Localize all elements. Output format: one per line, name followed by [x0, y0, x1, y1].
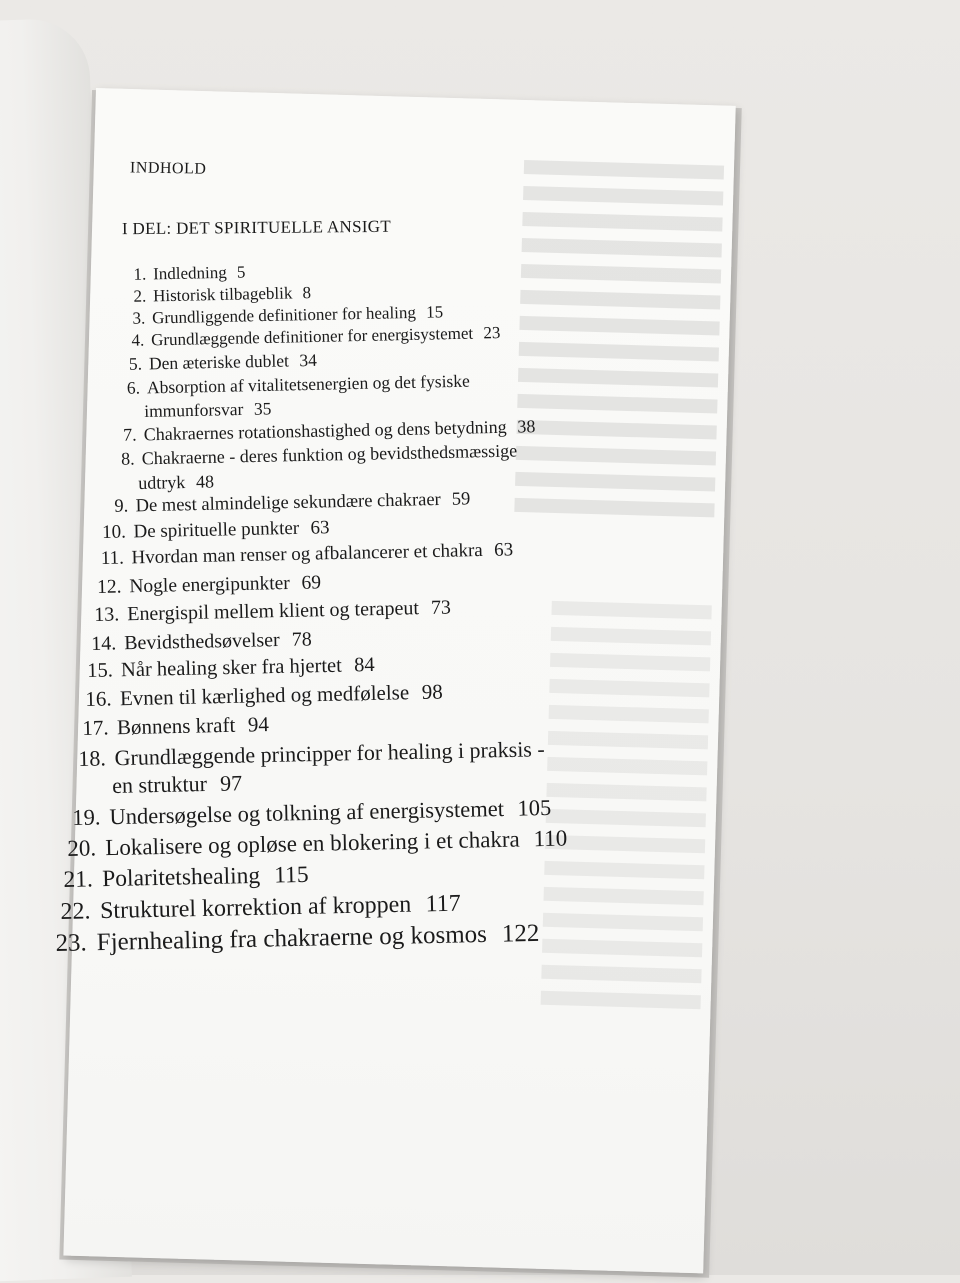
- toc-entry-number: 10.: [102, 521, 127, 543]
- toc-entry: [62, 862, 309, 894]
- toc-entry-title: Strukturel korrektion af kroppen: [99, 891, 412, 925]
- toc-entry-title: Fjernhealing fra chakraerne og kosmos: [95, 920, 487, 957]
- toc-entry-number: 19.: [71, 804, 101, 830]
- show-through-text-lower: [538, 601, 712, 1105]
- toc-entry-page: 38: [516, 416, 536, 437]
- toc-entry-number: 12.: [96, 576, 122, 598]
- part-title: I DEL: DET SPIRITUELLE ANSIGT: [121, 216, 392, 239]
- toc-entry-number: 11.: [100, 547, 125, 569]
- toc-entry-title: De spirituelle punkter: [133, 517, 300, 543]
- toc-entry-page: 84: [354, 653, 376, 677]
- toc-entry-number: 23.: [54, 929, 87, 957]
- toc-entry-page: 115: [274, 861, 310, 889]
- toc-entry-number: 22.: [59, 898, 91, 925]
- toc-entry-title: Grundlæggende definitioner for energisystemet: [150, 323, 474, 350]
- toc-entry-title: Absorption af vitalitetsenergien og det fysiske: [146, 370, 471, 398]
- toc-entry-title: Historisk tilbageblik: [152, 283, 293, 306]
- toc-entry-page: 110: [533, 825, 568, 852]
- toc-entry-title: Lokalisere og opløse en blokering i et chakra: [105, 826, 521, 861]
- toc-entry-page: 117: [425, 890, 461, 918]
- toc-entry-number: 8.: [120, 448, 135, 469]
- toc-entry-title: Når healing sker fra hjertet: [121, 654, 343, 682]
- toc-entry-number: 20.: [67, 835, 97, 861]
- toc-entry-title: Nogle energipunkter: [128, 572, 290, 598]
- toc-entry-title: De mest almindelige sekundære chakraer: [135, 489, 441, 517]
- toc-entry-title: Undersøgelse og tolkning af energisystemet: [108, 795, 504, 830]
- toc-entry-title: Bønnens kraft: [116, 712, 236, 740]
- toc-entry-title: Hvordan man renser og afbalancerer et chakra: [131, 539, 484, 569]
- toc-entry-title-cont: immunforsvar: [144, 398, 244, 421]
- toc-entry-number: 18.: [78, 745, 107, 771]
- toc-entry-number: 7.: [122, 424, 137, 445]
- toc-entry-number: 14.: [90, 632, 117, 655]
- toc-entry: [90, 628, 312, 656]
- toc-entry-title-cont: en struktur: [111, 771, 207, 798]
- toc-entry: [96, 572, 321, 599]
- toc-entry-continuation: [138, 471, 214, 494]
- toc-entry-title: Chakraernes rotationshastighed og dens betydning: [143, 416, 507, 445]
- toc-entry: [124, 283, 311, 307]
- toc-entry-page: 63: [494, 539, 514, 561]
- toc-entry-page: 59: [451, 489, 471, 510]
- toc-entry-title: Indledning: [152, 262, 227, 284]
- toc-entry: [119, 350, 317, 375]
- toc-entry-page: 15: [425, 302, 444, 322]
- toc-entry-title: Chakraerne - deres funktion og bevidsthedsmæssige: [141, 440, 517, 469]
- toc-entry-title: Grundliggende definitioner for healing: [151, 302, 417, 328]
- toc-entry-continuation: [112, 770, 242, 799]
- toc-entry-page: 69: [300, 572, 321, 594]
- toc-entry-title-cont: udtryk: [138, 472, 186, 493]
- toc-entry-continuation: [144, 398, 272, 422]
- toc-entry-number: 16.: [84, 686, 112, 711]
- toc-entry-title: Den æteriske dublet: [148, 350, 290, 374]
- toc-entry-number: 15.: [87, 659, 114, 682]
- toc-entry: [124, 262, 246, 285]
- toc-entry-number: 1.: [133, 264, 147, 284]
- toc-entry-page: 78: [291, 628, 312, 651]
- toc-entry-page: 5: [236, 262, 246, 282]
- toc-entry-page: 98: [421, 679, 443, 704]
- toc-entry-title: Bevidsthedsøvelser: [123, 629, 280, 655]
- toc-entry: [81, 712, 269, 741]
- toc-entry-page: 122: [501, 919, 540, 948]
- toc-entry-title: Energispil mellem klient og terapeut: [126, 597, 420, 626]
- toc-entry-page: 34: [299, 349, 318, 371]
- toc-entry-page: 94: [247, 712, 269, 737]
- toc-entry-page: 35: [253, 398, 272, 419]
- toc-entry-number: 9.: [114, 496, 129, 517]
- toc-entry-page: 63: [310, 517, 331, 539]
- toc-entry-number: 17.: [81, 715, 109, 740]
- toc-entry-page: 8: [302, 283, 312, 303]
- toc-entry-number: 6.: [126, 377, 141, 398]
- toc-entry-page: 23: [483, 323, 501, 343]
- toc-entry-number: 4.: [131, 330, 145, 350]
- toc-heading: INDHOLD: [129, 159, 207, 178]
- toc-entry-title: Evnen til kærlighed og medfølelse: [119, 680, 410, 711]
- toc-entry-number: 21.: [63, 866, 94, 893]
- toc-entry-title: Polaritetshealing: [102, 862, 261, 893]
- toc-entry-number: 2.: [133, 286, 147, 306]
- toc-entry-page: 97: [219, 770, 243, 796]
- toc-entry-page: 73: [430, 596, 452, 619]
- toc-entry-number: 13.: [93, 603, 120, 626]
- toc-entry-title: Grundlæggende principper for healing i praksis -: [114, 736, 546, 771]
- show-through-text: [511, 160, 724, 625]
- toc-entry-number: 5.: [128, 353, 143, 374]
- toc-entry-page: 105: [516, 794, 552, 821]
- toc-entry-page: 48: [196, 471, 215, 492]
- toc-entry-number: 3.: [132, 308, 146, 328]
